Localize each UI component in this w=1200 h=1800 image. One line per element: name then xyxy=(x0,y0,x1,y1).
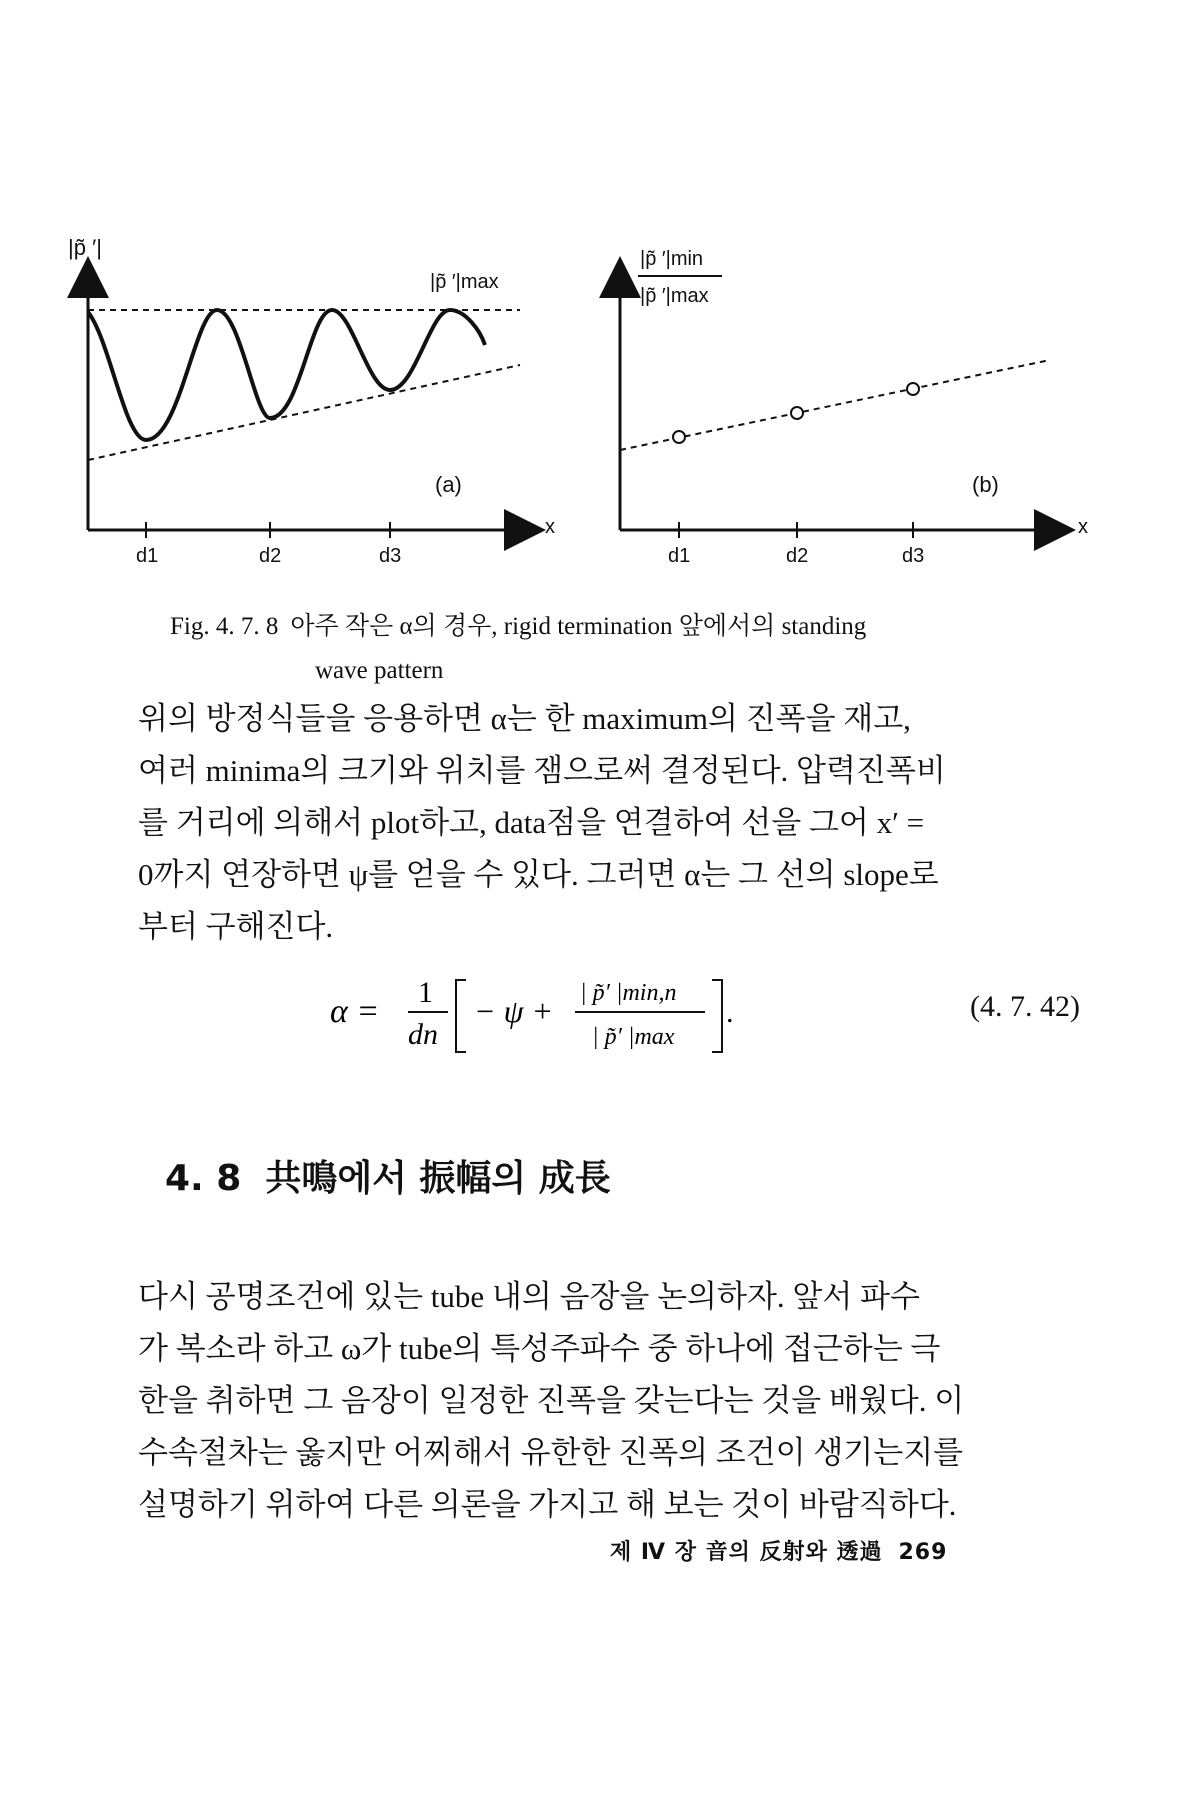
paragraph-1-line: 0까지 연장하면 ψ를 얻을 수 있다. 그러면 α는 그 선의 slope로 xyxy=(138,857,939,892)
section-heading xyxy=(165,1150,635,1201)
paragraph-1 xyxy=(138,693,1038,953)
caption-continuation: wave pattern xyxy=(315,657,444,684)
panel-b-point-1 xyxy=(673,431,685,443)
paragraph-2-line: 수속절차는 옳지만 어찌해서 유한한 진폭의 조건이 생기는지를 xyxy=(138,1435,964,1470)
panel-b-point-3 xyxy=(907,383,919,395)
panel-b-tick-d2: d2 xyxy=(786,545,809,567)
panel-a-standing-wave xyxy=(88,310,485,440)
equation-period: . xyxy=(726,996,734,1029)
panel-a xyxy=(68,235,555,567)
equation-ratio-numerator: | p̃′ |min,n xyxy=(580,980,677,1006)
panel-b xyxy=(620,248,1088,567)
paragraph-2-line: 다시 공명조건에 있는 tube 내의 음장을 논의하자. 앞서 파수 xyxy=(138,1279,920,1314)
equation-4-7-42 xyxy=(320,960,1080,1070)
paragraph-2-line: 설명하기 위하여 다른 의론을 가지고 해 보는 것이 바람직하다. xyxy=(138,1487,957,1522)
paragraph-2-line: 가 복소라 하고 ω가 tube의 특성주파수 중 하나에 접근하는 극 xyxy=(138,1331,941,1366)
panel-a-x-label: x xyxy=(545,516,555,538)
panel-b-tag: (b) xyxy=(972,472,999,497)
section-title: 共鳴에서 振幅의 成長 xyxy=(265,1158,611,1199)
section-number: 4. 8 xyxy=(165,1158,242,1199)
caption-label: Fig. 4. 7. 8 xyxy=(170,613,279,640)
paragraph-1-line: 를 거리에 의해서 plot하고, data점을 연결하여 선을 그어 x′ = xyxy=(138,805,925,840)
paragraph-1-line: 위의 방정식들을 응용하면 α는 한 maximum의 진폭을 재고, xyxy=(138,701,911,736)
equation-ratio-denominator: | p̃′ |max xyxy=(592,1024,675,1050)
panel-b-ratio-numerator: |p̃ ′|min xyxy=(640,248,704,270)
equation-left-bracket xyxy=(456,980,466,1052)
panel-b-ratio-denominator: |p̃ ′|max xyxy=(640,285,709,307)
paragraph-2-line: 한을 취하면 그 음장이 일정한 진폭을 갖는다는 것을 배웠다. 이 xyxy=(138,1383,965,1418)
page-footer xyxy=(610,1535,947,1566)
panel-a-tick-d1: d1 xyxy=(136,545,159,567)
panel-a-tick-d3: d3 xyxy=(379,545,402,567)
equation-number: (4. 7. 42) xyxy=(970,990,1080,1023)
figure-caption xyxy=(170,605,1070,693)
panel-a-tag: (a) xyxy=(435,472,462,497)
panel-a-y-label: |p̃ ′| xyxy=(68,235,102,260)
panel-b-point-2 xyxy=(791,407,803,419)
caption-text: 아주 작은 α의 경우, rigid termination 앞에서의 standing xyxy=(290,613,867,640)
equation-minus-psi: − ψ + xyxy=(474,993,554,1029)
paragraph-1-line: 부터 구해진다. xyxy=(138,909,334,944)
panel-a-max-label: |p̃ ′|max xyxy=(430,271,499,293)
paragraph-2 xyxy=(138,1271,1038,1531)
panel-b-tick-d1: d1 xyxy=(668,545,691,567)
panel-a-min-trend-line xyxy=(88,365,520,460)
figure-svg xyxy=(0,0,1200,600)
equation-frac-numerator: 1 xyxy=(418,976,433,1009)
page-number: 269 xyxy=(898,1540,948,1565)
panel-a-tick-d2: d2 xyxy=(259,545,282,567)
paragraph-1-line: 여러 minima의 크기와 위치를 잼으로써 결정된다. 압력진폭비 xyxy=(138,753,946,788)
panel-b-tick-d3: d3 xyxy=(902,545,925,567)
figure-4-7-8 xyxy=(0,0,1200,600)
equation-right-bracket xyxy=(712,980,722,1052)
equation-svg xyxy=(320,960,880,1070)
equation-lhs: α = xyxy=(330,993,380,1030)
footer-chapter: 제 Ⅳ 장 音의 反射와 透過 xyxy=(610,1540,883,1565)
equation-frac-denominator: dn xyxy=(408,1018,438,1051)
panel-b-x-label: x xyxy=(1078,516,1088,538)
